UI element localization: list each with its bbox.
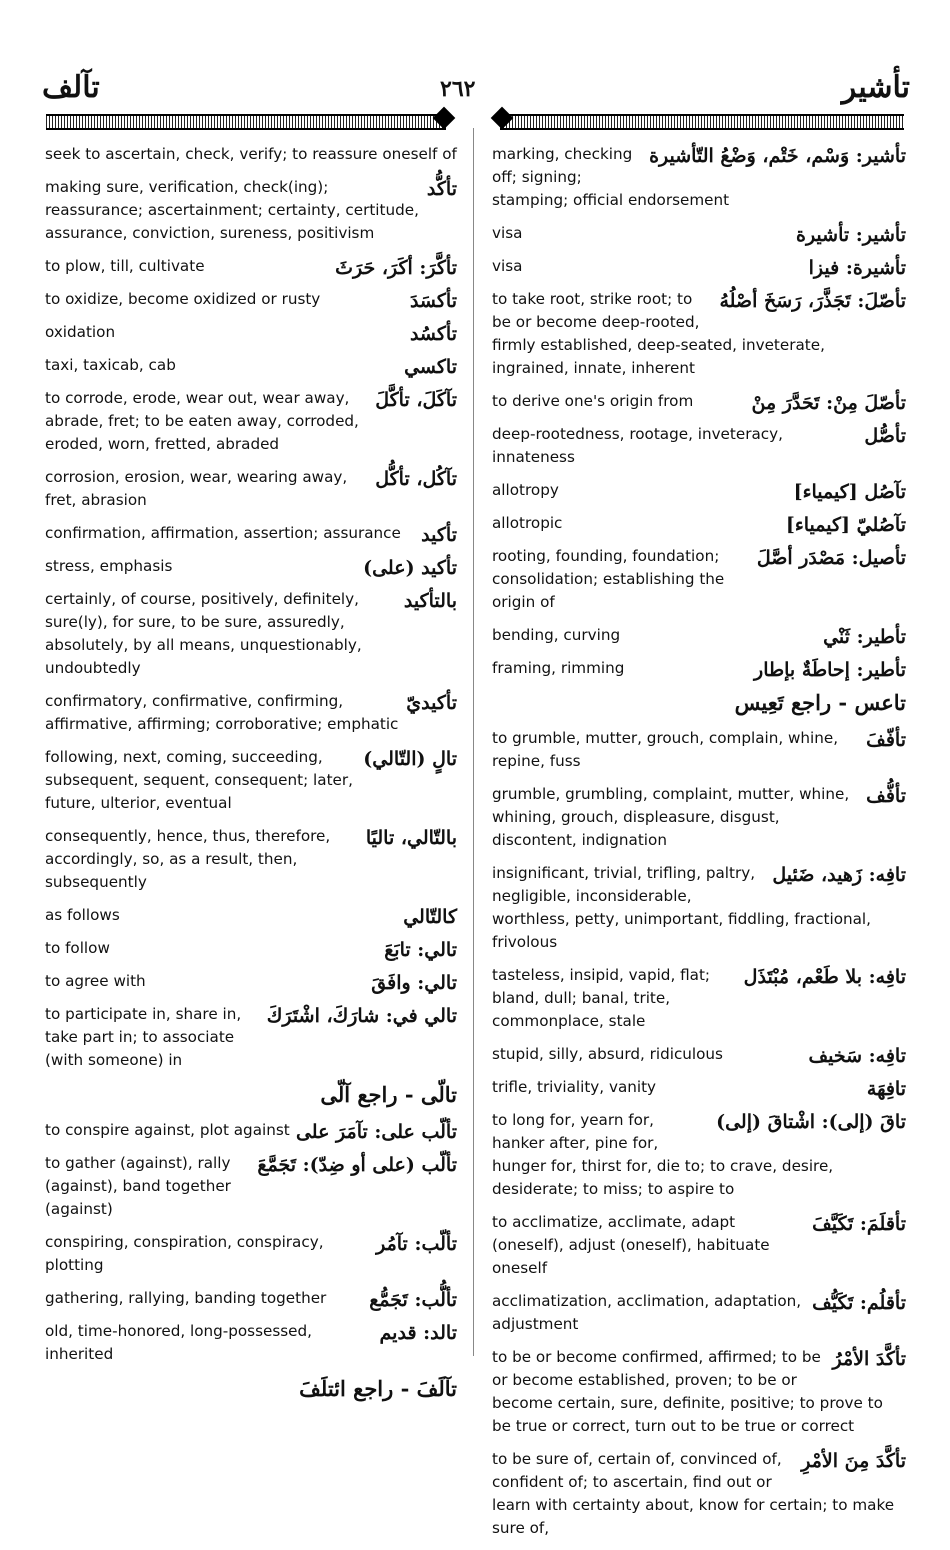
arabic-headword: تأشير: وَسْم، خَتْم، وَضْعُ التّأشيرة [649,145,906,167]
english-definition: to acclimatize, acclimate, adapt (oneself), adjust (oneself), habituate oneself [492,1213,770,1277]
arabic-headword: تآكَلَ، تأكَّلَ [375,389,457,411]
english-definition: to corrode, erode, wear out, wear away, abrade, fret; to be eaten away, corroded, eroded, worn, fretted, abraded [45,389,359,453]
dictionary-entry [45,354,457,377]
english-definition: to participate in, share in, take part in; to associate (with someone) in [45,1005,242,1069]
english-definition: bending, curving [492,626,621,644]
dictionary-entry [45,522,457,545]
english-definition: taxi, taxicab, cab [45,356,176,374]
arabic-headword: تأكيديّ [406,692,457,714]
english-definition: insignificant, trivial, trifling, paltry, negligible, inconsiderable, worthless, petty, unimportant, fiddling, fractional, frivolous [492,864,871,951]
english-definition: to gather (against), rally (against), band together (against) [45,1154,231,1218]
arabic-headword: تأقلُم: تَكَيُّف [812,1292,906,1314]
english-definition: framing, rimming [492,659,625,677]
arabic-headword: تآصُل [كيمياء] [793,481,906,503]
dictionary-entry [492,624,906,647]
column-divider [473,128,474,1356]
english-definition: to grumble, mutter, grouch, complain, whine, repine, fuss [492,729,839,770]
arabic-headword: تأكُّد [426,178,457,200]
arabic-headword: تافِه: زَهيد، ضَئيل [772,864,906,886]
english-definition: oxidation [45,323,116,341]
english-definition: to plow, till, cultivate [45,257,205,275]
english-definition: to take root, strike root; to be or become deep-rooted, firmly established, deep-seated, inveterate, ingrained, innate, inherent [492,290,825,377]
english-definition: making sure, verification, check(ing); reassurance; ascertainment; certainty, certitude, assurance, conviction, sureness, positivism [45,178,419,242]
dictionary-entry [45,1287,457,1310]
dictionary-entry [492,783,906,852]
dictionary-entry [492,479,906,502]
header-rule-left [46,114,446,130]
dictionary-entry [492,1290,906,1336]
arabic-headword: تألّب (على أو ضِدّ): تَجَمَّعَ [257,1154,457,1176]
english-definition: conspiring, conspiration, conspiracy, plotting [45,1233,324,1274]
dictionary-entry [45,176,457,245]
dictionary-entry [492,512,906,535]
dictionary-entry [45,825,457,894]
english-definition: trifle, triviality, vanity [492,1078,657,1096]
dictionary-entry [45,588,457,680]
arabic-headword: تالي: وافَقَ [371,972,457,994]
dictionary-entry [492,1346,906,1438]
arabic-headword: تأفُّف [866,785,906,807]
dictionary-entry [45,143,457,166]
arabic-headword: تالي في: شارَكَ، اشْتَرَكَ [266,1005,457,1027]
arabic-headword: تآصُليّ [كيمياء] [785,514,906,536]
dictionary-entry [492,390,906,413]
arabic-headword: تاعس - راجع تَعِيس [734,690,906,715]
english-definition: to derive one's origin from [492,392,694,410]
english-definition: to agree with [45,972,146,990]
english-definition: corrosion, erosion, wear, wearing away, fret, abrasion [45,468,348,509]
arabic-headword: تألّب: تآمُر [376,1233,457,1255]
left-headword: تآلف [42,70,100,105]
dictionary-entry [45,746,457,815]
arabic-headword: تالي: تابَعَ [384,939,457,961]
arabic-headword: تأطير: إحاطَةٌ بإطار [754,659,906,681]
dictionary-entry [45,255,457,278]
arabic-headword: تاقَ (إلى): اشْتاقَ (إلى) [716,1111,906,1133]
dictionary-entry [45,466,457,512]
arabic-headword: تأكسَدَ [409,290,457,312]
dictionary-entry [492,288,906,380]
dictionary-entry [45,690,457,736]
english-definition: stress, emphasis [45,557,173,575]
english-definition: visa [492,257,523,275]
dictionary-entry [45,387,457,456]
dictionary-entry [45,1003,457,1072]
dictionary-entry [45,1231,457,1277]
dictionary-entry [492,1109,906,1201]
english-definition: to be sure of, certain of, convinced of, confident of; to ascertain, find out or learn with certainty about, know for certain; to make sure of, [492,1450,895,1537]
english-definition: grumble, grumbling, complaint, mutter, whine, whining, grouch, displeasure, disgust, discontent, indignation [492,785,850,849]
arabic-headword: تأكَّدَ الأمْرُ [832,1348,906,1370]
arabic-headword: تآكُل، تأكُّل [375,468,457,490]
english-definition: old, time-honored, long-possessed, inherited [45,1322,312,1363]
english-definition: confirmation, affirmation, assertion; assurance [45,524,401,542]
dictionary-entry [492,727,906,773]
page-number: ٢٦٢ [440,76,476,102]
arabic-headword: تالد: قديم [379,1322,457,1344]
arabic-headword: بالتّالي، تاليًا [365,827,457,849]
dictionary-entry [492,222,906,245]
english-definition: marking, checking off; signing; stamping; official endorsement [492,145,730,209]
english-definition: certainly, of course, positively, definitely, sure(ly), for sure, to be sure, assuredly, absolutely, by all means, unquestionably, undoubtedly [45,590,362,677]
arabic-headword: تأصُّل [864,425,906,447]
dictionary-entry [45,1376,457,1403]
arabic-headword: تألُّب: تَجَمُّع [369,1289,457,1311]
dictionary-entry [492,1076,906,1099]
dictionary-entry [45,1152,457,1221]
english-definition: to be or become confirmed, affirmed; to be or become established, proven; to be or become certain, sure, definite, positive; to prove to be true or correct, turn out to be true or correct [492,1348,883,1435]
dictionary-entry [45,1320,457,1366]
dictionary-entry [45,1119,457,1142]
dictionary-entry [45,904,457,927]
dictionary-entry [492,690,906,717]
english-definition: to oxidize, become oxidized or rusty [45,290,321,308]
header-rule-right [500,114,904,130]
page-header [0,0,950,130]
dictionary-entry [492,545,906,614]
dictionary-entry [492,862,906,954]
english-definition: allotropic [492,514,563,532]
arabic-headword: بالتأكيد [403,590,457,612]
english-definition: to follow [45,939,110,957]
english-definition: allotropy [492,481,559,499]
arabic-headword: كالتّالي [403,906,457,928]
arabic-headword: تأكَّرَ: أكَرَ، حَرَثَ [335,257,457,279]
arabic-headword: تافِه: بلا طَعْم، مُبْتَذَل [743,966,906,988]
arabic-headword: تأكَّدَ مِنَ الأمْرِ [801,1450,906,1472]
arabic-headword: تأفّفَ [866,729,906,751]
arabic-headword: تافِه: سَخيف [808,1045,906,1067]
dictionary-entry [492,423,906,469]
english-definition: consequently, hence, thus, therefore, accordingly, so, as a result, then, subsequently [45,827,331,891]
english-definition: to conspire against, plot against [45,1121,290,1139]
arabic-headword: تالٍ (التّالي) [363,748,457,770]
arabic-headword: تاكسي [404,356,457,378]
dictionary-entry [492,255,906,278]
arabic-headword: تأطير: ثَنْي [823,626,906,648]
right-column [492,143,906,1550]
english-definition: visa [492,224,523,242]
english-definition: deep-rootedness, rootage, inveteracy, innateness [492,425,783,466]
english-definition: to long for, yearn for, hanker after, pine for, hunger for, thirst for, die to; to crave, desire, desiderate; to miss; to aspire to [492,1111,834,1198]
english-definition: stupid, silly, absurd, ridiculous [492,1045,723,1063]
arabic-headword: تأصيل: مَصْدَر أصَّلَ [756,547,906,569]
arabic-headword: تأقلَمَ: تَكَيَّفَ [812,1213,906,1235]
english-definition: seek to ascertain, check, verify; to reassure oneself of [45,145,457,163]
english-definition: rooting, founding, foundation; consolidation; establishing the origin of [492,547,725,611]
arabic-headword: تألّب على: تآمَرَ على [295,1121,457,1143]
dictionary-entry [45,555,457,578]
dictionary-entry [45,321,457,344]
arabic-headword: تآلَفَ - راجع ائتلَفَ [299,1376,457,1401]
dictionary-entry [492,143,906,212]
dictionary-entry [492,657,906,680]
english-definition: confirmatory, confirmative, confirming, affirmative, affirming; corroborative; emphatic [45,692,399,733]
dictionary-entry [45,288,457,311]
arabic-headword: تأصّلَ: تَجَذَّرَ، رَسَخَ أصْلُهُ [719,290,906,312]
english-definition: tasteless, insipid, vapid, flat; bland, dull; banal, trite, commonplace, stale [492,966,711,1030]
dictionary-entry [492,964,906,1033]
arabic-headword: تأكسُد [409,323,457,345]
dictionary-entry [492,1211,906,1280]
arabic-headword: تأشيرة: فيزا [808,257,906,279]
arabic-headword: تأصّلَ مِنْ: تَحَدَّرَ مِنْ [751,392,906,414]
arabic-headword: تأكيد [421,524,457,546]
dictionary-entry [45,1082,457,1109]
english-definition: acclimatization, acclimation, adaptation, adjustment [492,1292,802,1333]
arabic-headword: تافِهَة [866,1078,906,1100]
arabic-headword: تأكيد (على) [363,557,457,579]
right-headword: تأشير [841,70,910,105]
left-column [45,143,457,1413]
english-definition: gathering, rallying, banding together [45,1289,327,1307]
arabic-headword: تأشير: تأشيرة [795,224,906,246]
dictionary-entry [492,1043,906,1066]
dictionary-entry [45,970,457,993]
arabic-headword: تالّى - راجع آلّى [320,1082,457,1107]
english-definition: as follows [45,906,120,924]
dictionary-entry [45,937,457,960]
english-definition: following, next, coming, succeeding, subsequent, sequent, consequent; later, future, ulterior, eventual [45,748,353,812]
dictionary-entry [492,1448,906,1540]
